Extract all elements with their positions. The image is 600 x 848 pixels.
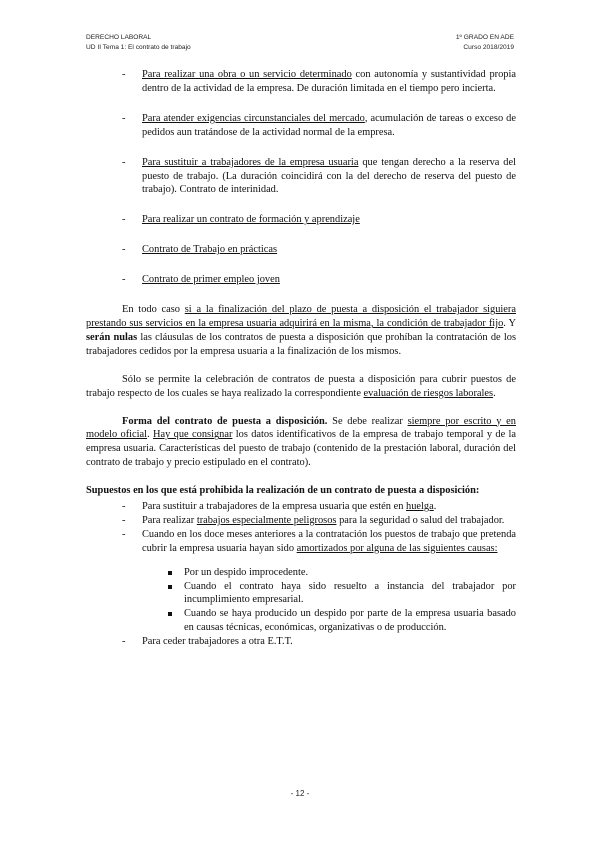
- list-item-underlined: Contrato de primer empleo joven: [142, 274, 280, 286]
- text-run-underlined: siempre por escrito y en modelo oficial: [86, 415, 516, 441]
- list-item: [86, 213, 516, 227]
- text-run: .: [433, 501, 437, 513]
- header-left: [86, 33, 191, 53]
- page-number: - 12 -: [290, 789, 310, 798]
- list-item: [86, 528, 516, 556]
- text-run-bold: Forma del contrato de puesta a disposición.: [122, 415, 328, 427]
- list-item: - Para ceder trabajadores a otra E.T.T.: [86, 635, 516, 649]
- list-item: [86, 243, 516, 257]
- paragraph-contract-form: [86, 415, 516, 471]
- text-run: .: [493, 387, 496, 399]
- list-item-underlined: Para atender exigencias circunstanciales del mercado: [142, 112, 365, 124]
- list-item-underlined: Para realizar un contrato de formación y aprendizaje: [142, 214, 360, 226]
- section-heading: Supuestos en los que está prohibida la realización de un contrato de puesta a disposición:: [86, 485, 480, 497]
- list-item-text: , acumulación de tareas o exceso de pedidos aun tratándose de la actividad normal de la empresa.: [142, 112, 516, 138]
- list-item: [86, 156, 516, 198]
- paragraph-fixed-condition: [86, 303, 516, 359]
- header-course: DERECHO LABORAL: [86, 34, 152, 41]
- text-run-underlined: Hay que consignar: [153, 429, 233, 441]
- list-item-underlined: Contrato de Trabajo en prácticas: [142, 244, 278, 256]
- text-run: Sólo se permite la celebración de contratos de puesta a disposición para cubrir puestos de trabajo respecto de los cuales se haya realizado la correspondiente: [86, 373, 516, 399]
- text-run: Se debe realizar: [327, 415, 408, 427]
- text-run: los datos identificativos de la empresa de trabajo temporal y de la empresa usuaria. Características del puesto de trabajo (contenido de la prestación laboral, duración del contrato de trabajo y precio estipulado en el contrato).: [86, 429, 517, 469]
- list-item: [86, 500, 516, 514]
- list-item: [86, 514, 516, 528]
- sub-list-item: Cuando el contrato haya sido resuelto a instancia del trabajador por incumplimiento empresarial.: [86, 580, 516, 608]
- sub-list: [86, 566, 516, 636]
- text-run: Para realizar: [142, 514, 197, 526]
- list-item-text: con autonomía y sustantividad propia dentro de la actividad de la empresa. De duración limitada en el tiempo pero incierta.: [142, 69, 516, 94]
- text-run: Cuando en los doce meses anteriores a la contratación los puestos de trabajo que pretenda cubrir la empresa usuaria hayan sido: [142, 528, 516, 554]
- paragraph-risk-evaluation: [86, 373, 516, 401]
- document-body: [86, 68, 516, 649]
- text-run-underlined: si a la finalización del plazo de puesta a disposición el trabajador siguiera prestando sus servicios en la empresa usuaria adquirirá en la misma, la condición de trabajador fijo: [86, 304, 516, 329]
- header-right: [456, 33, 514, 53]
- list-item-text: que tengan derecho a la reserva del puesto de trabajo. (La duración coincidirá con la del derecho de reserva del puesto de trabajo). Contrato de interinidad.: [142, 156, 516, 196]
- text-run-underlined: evaluación de riesgos laborales: [363, 387, 494, 399]
- header-year: Curso 2018/2019: [463, 44, 514, 51]
- sub-list-item: Por un despido improcedente.: [86, 566, 516, 580]
- list-item: [86, 273, 516, 287]
- text-run: En todo caso: [122, 304, 185, 316]
- list-item-underlined: Para realizar una obra o un servicio determinado: [142, 69, 352, 80]
- list-item-underlined: Para sustituir a trabajadores de la empresa usuaria: [142, 156, 359, 168]
- text-run-underlined: huelga: [406, 501, 434, 513]
- list-item: [86, 68, 516, 96]
- text-run-underlined: amortizados por alguna de las siguientes causas:: [296, 542, 498, 554]
- text-run: .: [147, 429, 154, 441]
- header-unit: UD II Tema 1: El contrato de trabajo: [86, 44, 191, 51]
- header-degree: 1º GRADO EN ADE: [455, 34, 514, 41]
- text-run: para la seguridad o salud del trabajador.: [336, 514, 505, 526]
- list-item: [86, 112, 516, 140]
- text-run: las cláusulas de los contratos de puesta a disposición que prohíban la contratación de los trabajadores cedidos por la empresa usuaria a la finalización de los mismos.: [86, 331, 516, 357]
- text-run-bold: serán nulas: [86, 331, 138, 343]
- text-run: Para sustituir a trabajadores de la empresa usuaria que estén en: [142, 501, 406, 513]
- sub-list-item: Cuando se haya producido un despido por parte de la empresa usuaria basado en causas técnicas, económicas, organizativas o de producción.: [86, 607, 516, 635]
- text-run: . Y: [503, 317, 516, 329]
- text-run-underlined: trabajos especialmente peligrosos: [196, 514, 337, 526]
